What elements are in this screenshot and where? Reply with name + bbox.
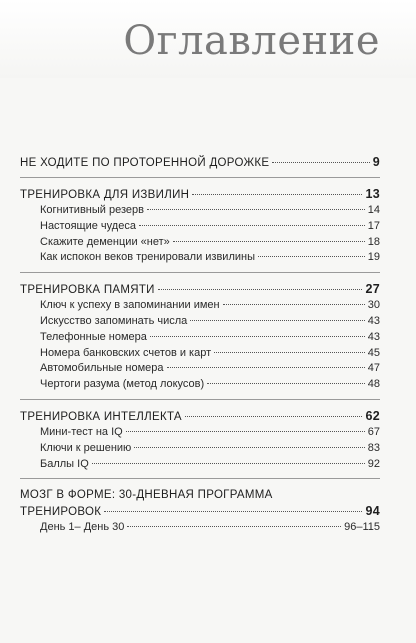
toc-section: [20, 478, 380, 542]
toc-page-number: 48: [367, 378, 380, 391]
toc-entry: [20, 441, 380, 457]
dot-leader: [190, 320, 364, 321]
dot-leader: [92, 463, 365, 464]
toc-heading-label: ТРЕНИРОВКА ПАМЯТИ: [20, 284, 155, 297]
toc-heading-label: НЕ ХОДИТЕ ПО ПРОТОРЕННОЙ ДОРОЖКЕ: [20, 157, 270, 169]
title-block: [0, 0, 416, 78]
toc-entry: [20, 361, 380, 377]
toc-heading-label: ТРЕНИРОВОК: [20, 506, 102, 519]
toc-entry: [20, 330, 380, 346]
dot-leader: [134, 447, 364, 448]
toc-page-number: 13: [365, 187, 380, 201]
toc-heading-line: МОЗГ В ФОРМЕ: 30-ДНЕВНАЯ ПРОГРАММА: [20, 489, 273, 502]
dot-leader: [150, 336, 365, 337]
toc-section: [20, 272, 380, 399]
toc-entry: [20, 235, 380, 251]
toc-entry-label: Баллы IQ: [40, 457, 89, 470]
toc-entry: [20, 520, 380, 536]
toc-entry: [20, 298, 380, 314]
toc-entry-label: Мини-тест на IQ: [40, 425, 123, 438]
toc-page-number: 14: [367, 204, 380, 216]
toc-entry: [20, 377, 380, 393]
toc-page-number: 17: [367, 219, 380, 232]
toc-section: [20, 399, 380, 478]
dot-leader: [147, 209, 365, 210]
toc-entry-label: Телефонные номера: [40, 330, 147, 343]
toc-page-number: 96–115: [344, 521, 380, 534]
toc-entry-label: Ключи к решению: [40, 441, 132, 454]
toc-entry: [20, 250, 380, 266]
dot-leader: [223, 304, 365, 305]
dot-leader: [192, 194, 362, 195]
toc-entry-label: Номера банковских счетов и карт: [40, 346, 212, 359]
toc-section: [20, 148, 380, 177]
toc-page-number: 94: [365, 504, 380, 519]
dot-leader: [272, 162, 369, 163]
dot-leader: [258, 256, 365, 257]
toc-entry-label: Настоящие чудеса: [40, 219, 136, 232]
toc-entry: [20, 457, 380, 473]
toc-page-number: 83: [367, 441, 380, 454]
toc-page-number: 92: [367, 457, 380, 470]
toc-page-number: 43: [367, 314, 380, 327]
dot-leader: [158, 289, 363, 290]
toc-page-number: 62: [365, 408, 380, 423]
dot-leader: [139, 225, 365, 226]
toc-entry-label: Чертоги разума (метод локусов): [40, 378, 205, 391]
toc-entry: [20, 314, 380, 330]
toc-page-number: 43: [367, 330, 380, 343]
toc-heading: [20, 281, 380, 298]
toc-section: [20, 177, 380, 272]
dot-leader: [173, 241, 365, 242]
dot-leader: [207, 383, 365, 384]
dot-leader: [214, 352, 365, 353]
toc-entry-label: День 1– День 30: [40, 521, 125, 534]
toc-page-number: 67: [367, 425, 380, 438]
dot-leader: [104, 511, 362, 512]
dot-leader: [185, 416, 363, 417]
toc-entry-label: Как испокон веков тренировали извилины: [40, 251, 255, 264]
toc-page-number: 27: [365, 282, 380, 297]
toc-entry: [20, 425, 380, 441]
toc-heading: [20, 408, 380, 425]
toc-heading: [20, 154, 380, 171]
toc-entry-label: Искусство запоминать числа: [40, 314, 188, 327]
dot-leader: [167, 367, 365, 368]
toc-entry: [20, 346, 380, 362]
toc-page-number: 9: [372, 155, 380, 169]
toc-page-number: 19: [367, 251, 380, 264]
dot-leader: [127, 526, 341, 527]
toc-heading: [20, 186, 380, 203]
toc-entry-label: Ключ к успеху в запоминании имен: [40, 299, 220, 312]
toc-page-number: 45: [367, 346, 380, 359]
toc-entry-label: Автомобильные номера: [40, 362, 164, 375]
toc-page-number: 47: [367, 362, 380, 375]
toc-entry: [20, 219, 380, 235]
page-title: Оглавление: [123, 18, 380, 64]
toc-page-number: 18: [367, 235, 380, 248]
toc-entry-label: Когнитивный резерв: [40, 204, 144, 216]
toc-heading-label: ТРЕНИРОВКА ДЛЯ ИЗВИЛИН: [20, 189, 190, 201]
table-of-contents: [20, 148, 380, 542]
toc-heading-label: ТРЕНИРОВКА ИНТЕЛЛЕКТА: [20, 410, 182, 423]
dot-leader: [126, 431, 365, 432]
toc-page-number: 30: [367, 299, 380, 312]
toc-entry-label: Скажите деменции «нет»: [40, 235, 170, 248]
toc-entry: [20, 203, 380, 219]
toc-heading: [20, 503, 380, 520]
